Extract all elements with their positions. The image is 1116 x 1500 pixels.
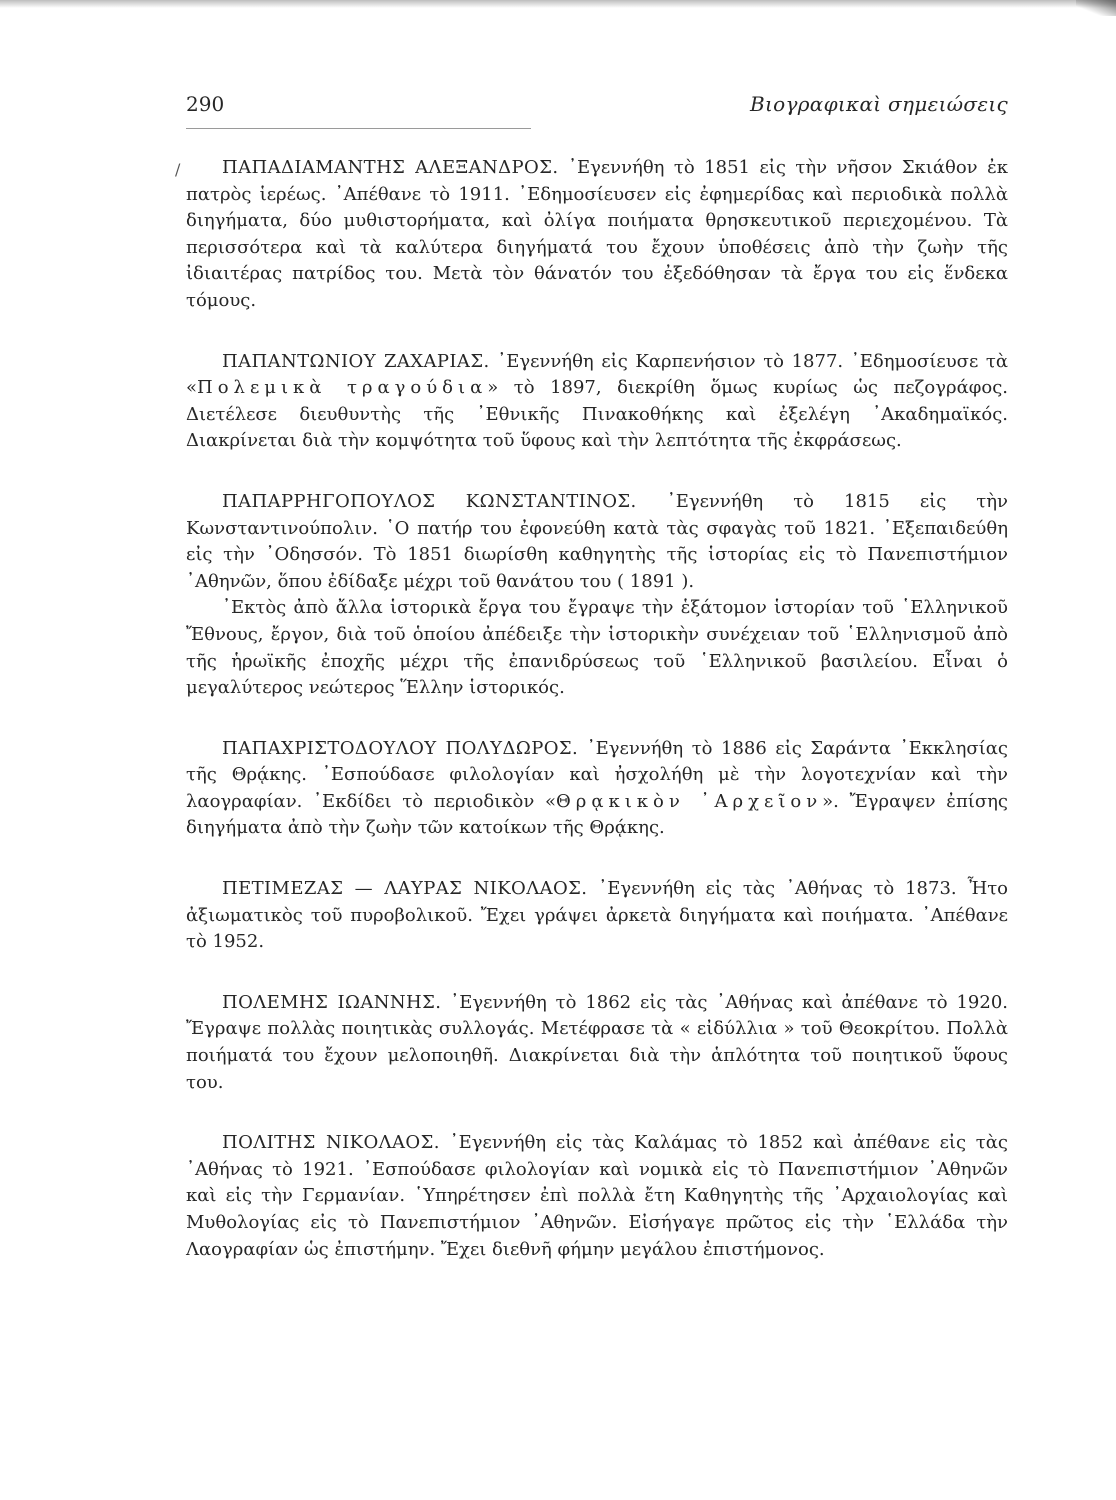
entry-paragraph xyxy=(186,736,1008,842)
entry-politis xyxy=(186,1130,1008,1263)
work-title: Πολεμικὰ τραγούδια xyxy=(197,377,488,399)
entry-paragraph xyxy=(186,155,1008,315)
entry-text: » τὸ 1897, διεκρίθη ὅμως κυρίως ὡς πεζογράφος. Διετέλεσε διευθυντὴς τῆς ᾿Εθνικῆς Πινακοθήκης καὶ ἐξελέγη ᾿Ακαδημαϊκός. Διακρίνεται διὰ τὴν κομψότητα τοῦ ὕφους καὶ τὴν λεπτότητα τῆς ἐκφράσεως. xyxy=(186,377,1009,452)
entry-text: ᾿Εγεννήθη τὸ 1815 εἰς τὴν Κωνσταντινούπολιν. ῾Ο πατήρ του ἐφονεύθη κατὰ τὰς σφαγὰς τοῦ 1821. ᾿Εξεπαιδεύθη εἰς τὴν ᾿Οδησσόν. Τὸ 1851 διωρίσθη καθηγητὴς τῆς ἱστορίας εἰς τὸ Πανεπιστήμιον ᾿Αθηνῶν, ὅπου ἐδίδαξε μέχρι τοῦ θανάτου του ( 1891 ). xyxy=(186,490,1008,592)
page-header xyxy=(186,92,1008,124)
entry-papachristodoulou xyxy=(186,736,1008,842)
entry-text: ». Ἔγραψεν ἐπίσης διηγήματα ἀπὸ τὴν ζωὴν τῶν κατοίκων τῆς Θρᾴκης. xyxy=(186,790,1009,839)
entry-text: ᾿Εγεννήθη εἰς τὰς ᾿Αθήνας τὸ 1873. Ἦτο ἀξιωματικὸς τοῦ πυροβολικοῦ. Ἔχει γράψει ἀρκετὰ διηγήματα καὶ ποιήματα. ᾿Απέθανε τὸ 1952. xyxy=(186,878,1008,953)
entry-paragraph xyxy=(186,349,1008,455)
entry-name: ΠΑΠΑΔΙΑΜΑΝΤΗΣ ΑΛΕΞΑΝΔΡΟΣ. xyxy=(222,157,559,178)
entry-name: ΠΑΠΑΧΡΙΣΤΟΔΟΥΛΟΥ ΠΟΛΥΔΩΡΟΣ. xyxy=(222,737,579,759)
work-title: Θρᾳκικὸν ᾿Αρχεῖον xyxy=(556,790,823,812)
entry-paragraph xyxy=(186,489,1008,595)
entry-papadiamantis xyxy=(186,155,1008,315)
biography-list xyxy=(186,155,1008,1297)
running-title: Βιογραφικαὶ σημειώσεις xyxy=(749,92,1008,116)
entry-text: ᾿Εγεννήθη εἰς Καρπενήσιον τὸ 1877. ᾿Εδημοσίευσε τὰ « xyxy=(186,350,1008,399)
entry-text: ᾿Εγεννήθη τὸ 1851 εἰς τὴν νῆσον Σκιάθον ἐκ πατρὸς ἱερέως. ᾿Απέθανε τὸ 1911. ᾿Εδημοσίευσεν εἰς ἐφημερίδας καὶ περιοδικὰ πολλὰ διηγήματα, δύο μυθιστορήματα, καὶ ὀλίγα ποιήματα θρησκευτικοῦ περιεχομένου. Τὰ περισσότερα καὶ τὰ καλύτερα διηγήματά του ἔχουν ὑποθέσεις ἀπὸ τὴν ζωὴν τῆς ἰδιαιτέρας πατρίδος του. Μετὰ τὸν θάνατόν του ἐξεδόθησαν τὰ ἔργα του εἰς ἕνδεκα τόμους. xyxy=(186,157,1008,311)
entry-name: ΠΟΛΕΜΗΣ ΙΩΑΝΝΗΣ. xyxy=(222,991,442,1013)
page-number: 290 xyxy=(186,92,225,116)
entry-papantoniou xyxy=(186,349,1008,455)
entry-petimezas-lavras xyxy=(186,876,1008,956)
entry-paragraph xyxy=(186,990,1008,1096)
entry-paragraph-continued: ᾿Εκτὸς ἀπὸ ἄλλα ἱστορικὰ ἔργα του ἔγραψε τὴν ἑξάτομον ἱστορίαν τοῦ ῾Ελληνικοῦ Ἔθνους, ἔργον, διὰ τοῦ ὁποίου ἀπέδειξε τὴν ἱστορικὴν συνέχειαν τοῦ ῾Ελληνισμοῦ ἀπὸ τῆς ἡρωϊκῆς ἐποχῆς μέχρι τῆς ἐπανιδρύσεως τοῦ ῾Ελληνικοῦ βασιλείου. Εἶναι ὁ μεγαλύτερος νεώτερος Ἕλλην ἱστορικός. xyxy=(186,597,1008,699)
entry-text: ᾿Εγεννήθη εἰς τὰς Καλάμας τὸ 1852 καὶ ἀπέθανε εἰς τὰς ᾿Αθήνας τὸ 1921. ᾿Εσπούδασε φιλολογίαν καὶ νομικὰ εἰς τὸ Πανεπιστήμιον ᾿Αθηνῶν καὶ εἰς τὴν Γερμανίαν. ῾Υπηρέτησεν ἐπὶ πολλὰ ἔτη Καθηγητὴς τῆς ᾿Αρχαιολογίας καὶ Μυθολογίας εἰς τὸ Πανεπιστήμιον ᾿Αθηνῶν. Εἰσήγαγε πρῶτος εἰς τὴν ῾Ελλάδα τὴν Λαογραφίαν ὡς ἐπιστήμην. Ἔχει διεθνῆ φήμην μεγάλου ἐπιστήμονος. xyxy=(186,1132,1008,1260)
header-rule xyxy=(186,128,531,129)
scan-top-edge xyxy=(0,0,1116,8)
entry-paragraph xyxy=(186,876,1008,956)
entry-paragraph xyxy=(186,1130,1008,1263)
entry-name: ΠΑΠΑΝΤΩΝΙΟΥ ΖΑΧΑΡΙΑΣ. xyxy=(222,350,490,372)
entry-name: ΠΕΤΙΜΕΖΑΣ — ΛΑΥΡΑΣ ΝΙΚΟΛΑΟΣ. xyxy=(222,878,588,900)
entry-text: ᾿Εγεννήθη τὸ 1862 εἰς τὰς ᾿Αθήνας καὶ ἀπέθανε τὸ 1920. Ἔγραψε πολλὰς ποιητικὰς συλλογάς. Μετέφρασε τὰ « εἰδύλλια » τοῦ Θεοκρίτου. Πολλὰ ποιήματά του ἔχουν μελοποιηθῆ. Διακρίνεται διὰ τὴν ἁπλότητα τοῦ ποιητικοῦ ὕφους του. xyxy=(186,991,1008,1093)
scan-corner-shadow xyxy=(1076,0,1116,16)
entry-name: ΠΟΛΙΤΗΣ ΝΙΚΟΛΑΟΣ. xyxy=(222,1132,440,1154)
entry-name: ΠΑΠΑΡΡΗΓΟΠΟΥΛΟΣ ΚΩΝΣΤΑΝΤΙΝΟΣ. xyxy=(222,490,637,512)
entry-text: ᾿Εγεννήθη τὸ 1886 εἰς Σαράντα ᾿Εκκλησίας τῆς Θρᾴκης. ᾿Εσπούδασε φιλολογίαν καὶ ἠσχολήθη μὲ τὴν λογοτεχνίαν καὶ τὴν λαογραφίαν. ᾿Εκδίδει τὸ περιοδικὸν « xyxy=(186,737,1008,812)
entry-paparrigopoulos xyxy=(186,489,1008,702)
margin-mark: / xyxy=(175,160,181,179)
entry-polemis xyxy=(186,990,1008,1096)
